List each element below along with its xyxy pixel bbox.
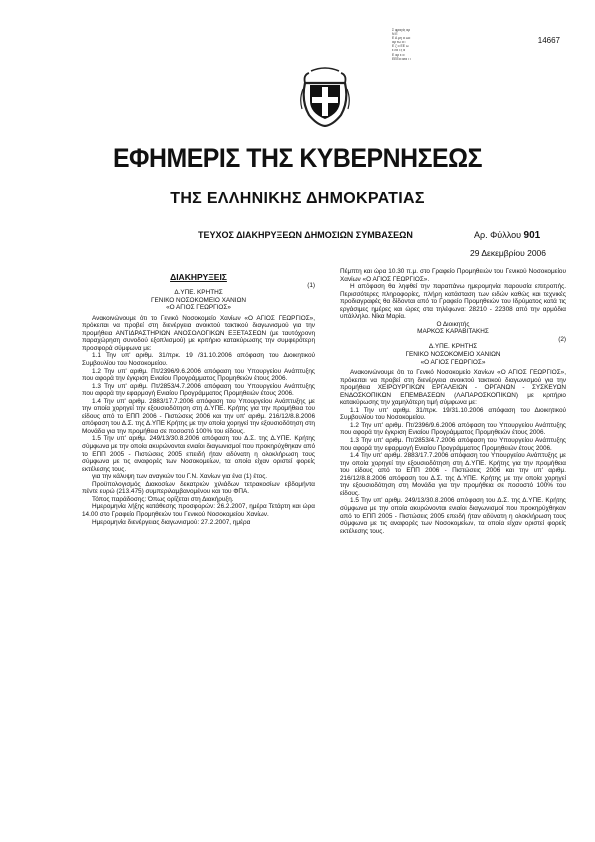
notice-paragraph: Ανακοινώνουμε ότι το Γενικό Νοσοκομείο Χανίων «Ο ΑΓΙΟΣ ΓΕΩΡΓΙΟΣ», πρόκειται να προβεί στη διενέργεια ανοικτού τακτικού διαγωνισμού για την προμήθεια ΑΝΤΙΔΡΑΣΤΗΡΙΩΝ ΑΝΟΣΟΛΟΓΙΚΩΝ ΕΞΕΤΑΣΕΩΝ (με ταυτόχρονη παραχώρηση συνοδού εξοπλισμού) με κριτήριο κατακύρωσης την συμφερότερη προσφορά σύμφωνα με: — [82, 314, 315, 352]
notice-paragraph: 1.2 Την υπ' αριθμ. Πτ/2396/9.6.2006 απόφαση του Υπουργείου Ανάπτυξης που αφορά την έγκριση Ενιαίου Προγράμματος Προμηθειών έτους 2006. — [340, 421, 566, 437]
notice-paragraph: Τόπος παράδοσης: Όπως ορίζεται στη Διακήρυξη. — [92, 495, 234, 503]
section-heading: ΔΙΑΚΗΡΥΞΕΙΣ — [170, 272, 227, 282]
notice-paragraph: Προϋπολογισμός Διακοσίων δεκατριών χιλιάδων τετρακοσίων εβδομήντα πέντε ευρώ (213.475) συμπεριλαμβανομένου και του ΦΠΑ. — [82, 480, 315, 496]
sheet-number-value: 901 — [523, 230, 541, 241]
notice-paragraph: 1.2 Την υπ' αριθμ. Πτ/2396/9.6.2006 απόφαση του Υπουργείου Ανάπτυξης που αφορά την έγκριση Ενιαίου Προγράμματος Προμηθειών έτους 2006. — [82, 367, 315, 383]
notice-header-line: «Ο ΑΓΙΟΣ ΓΕΩΡΓΙΟΣ» — [420, 358, 486, 366]
notice-paragraph: 1.1 Την υπ' αριθμ. 31/πρκ. 19/31.10.2006 απόφαση του Διοικητικού Συμβουλίου του Νοσοκομείου. — [340, 406, 566, 422]
right-column — [340, 268, 566, 535]
sheet-label: Αρ. Φύλλου — [474, 230, 522, 240]
issue-date: 29 Δεκεμβρίου 2006 — [470, 248, 547, 258]
notice-paragraph: 1.1 Την υπ' αριθμ. 31/πρκ. 19 /31.10.2006 απόφαση του Διοικητικού Συμβουλίου του Νοσοκομείου. — [82, 352, 315, 368]
notice-paragraph: Ημερομηνία λήξης κατάθεσης προσφορών: 26.2.2007, ημέρα Τετάρτη και ώρα 14.00 στο Γραφείο Προμηθειών του Γενικού Νοσοκομείου Χανίων. — [82, 503, 315, 518]
notice-paragraph: για την κάλυψη των αναγκών του Γ.Ν. Χανίων για ένα (1) έτος. — [92, 473, 268, 481]
notice-paragraph: Ανακοινώνουμε ότι το Γενικό Νοσοκομείο Χανίων «Ο ΑΓΙΟΣ ΓΕΩΡΓΙΟΣ», πρόκειται να προβεί στη διενέργεια ανοικτού τακτικού διαγωνισμού για την προμήθεια ΧΕΙΡΟΥΡΓΙΚΩΝ ΕΡΓΑΛΕΙΩΝ - ΟΡΓΑΝΩΝ - ΣΥΣΚΕΥΩΝ ΕΝΔΟΣΚΟΠΙΚΩΝ ΕΠΕΜΒΑΣΕΩΝ (ΛΑΠΑΡΟΣΚΟΠΙΚΩΝ) με κριτήριο κατακύρωσης την χαμηλότερη τιμή σύμφωνα με: — [340, 369, 566, 407]
page-number: 14667 — [537, 36, 560, 45]
printer-note-line: ΕΕΕα αεα ι ι — [392, 56, 411, 61]
gazette-subtitle: ΤΗΣ ΕΛΛΗΝΙΚΗΣ ΔΗΜΟΚΡΑΤΙΑΣ — [170, 190, 425, 207]
sheet-number — [474, 230, 540, 241]
printer-note-line: ε εα ι ς α — [392, 48, 406, 53]
notice-paragraph: Πέμπτη και ώρα 10.30 π.μ. στο Γραφείο Προμηθειών του Γενικού Νοσοκομείου Χανίων «Ο ΑΓΙΟΣ ΓΕΩΡΓΙΟΣ». — [340, 268, 566, 283]
signature-title: Ο Διοικητής — [436, 320, 470, 328]
notice-header-line: Δ.ΥΠΕ. ΚΡΗΤΗΣ — [174, 289, 223, 297]
notice-paragraph: 1.3 Την υπ' αριθμ. Πτ/2853/4.7.2006 απόφαση του Υπουργείου Ανάπτυξης που αφορά την εφαρμογή Ενιαίου Προγράμματος Προμηθειών έτους 2006. — [340, 437, 566, 452]
greek-coat-of-arms-icon — [299, 65, 351, 127]
printer-note — [392, 28, 462, 61]
signature-name: ΜΑΡΚΟΣ ΚΑΡΑΒΙΤΑΚΗΣ — [417, 328, 489, 336]
notice-paragraph: 1.3 Την υπ' αριθμ. Πτ/2853/4.7.2006 απόφαση του Υπουργείου Ανάπτυξης που αφορά την εφαρμογή Ενιαίου Προγράμματος Προμηθειών έτους 2006. — [82, 382, 315, 398]
notice-header-line: ΓΕΝΙΚΟ ΝΟΣΟΚΟΜΕΙΟ ΧΑΝΙΩΝ — [151, 296, 246, 304]
notice-number: (2) — [558, 335, 566, 343]
gazette-title: ΕΦΗΜΕΡΙΣ ΤΗΣ ΚΥΒΕΡΝΗΣΕΩΣ — [112, 143, 483, 173]
notice-header-line: ΓΕΝΙΚΟ ΝΟΣΟΚΟΜΕΙΟ ΧΑΝΙΩΝ — [405, 351, 501, 359]
notice-number: (1) — [307, 281, 315, 289]
notice-paragraph: Ημερομηνία διενέργειας διαγωνισμού: 27.2.2007, ημέρα — [92, 518, 251, 526]
left-column — [82, 274, 315, 526]
printer-note-line: Ν Ε — [392, 32, 398, 37]
notice-paragraph: Η απόφαση θα ληφθεί την παραπάνω ημερομηνία παρουσία επιτροπής. Περισσότερες πληροφορίες, πλήρη κατάσταση των ειδών καθώς και τεχνικές προδιαγραφές θα δίδονται από το Γραφείο Προμηθειών του Ιδρύματος κατά τις εργάσιμες ημέρες και ώρες στα τηλέφωνα: 28210 - 22308 από την αρμόδια υπάλληλο. Νίκα Μαρία. — [340, 283, 566, 321]
notice-header-line: Δ.ΥΠΕ. ΚΡΗΤΗΣ — [428, 343, 478, 351]
printer-note-line: Ε ζ ο ΕΕ ω — [392, 44, 409, 49]
printer-note-line: Σ φραγίς αρ — [392, 28, 411, 32]
printer-note-line: Ε αρ ε α — [392, 52, 405, 57]
notice-header-line: «Ο ΑΓΙΟΣ ΓΕΩΡΓΙΟΣ» — [166, 304, 231, 312]
notice-paragraph: 1.5 Την υπ' αριθμ. 249/13/30.8.2006 απόφαση του Δ.Σ. της Δ.ΥΠΕ. Κρήτης σύμφωνα με την οποία ακυρώνονται ενιαίοι διαγωνισμοί που προκηρύχθηκαν από το ΕΠΠ 2005 - Πιστώσεις 2005 επειδή ήταν αδύνατη η ολοκλήρωση τους σύμφωνα με τις αναφορές των Νοσοκομείων, τα οποία είχαν οριστεί φορείς εκτέλεσης τους. — [82, 435, 315, 473]
notice-paragraph: 1.5 Την υπ' αριθμ. 249/13/30.8.2006 απόφαση του Δ.Σ. της Δ.ΥΠΕ. Κρήτης σύμφωνα με την οποία ακυρώνονται ενιαίοι διαγωνισμοί που προκηρύχθηκαν από το ΕΠΠ 2005 - Πιστώσεις 2005 επειδή ήταν αδύνατη η ολοκλήρωση τους σύμφωνα με τις αναφορές των Νοσοκομείων, τα οποία είχαν οριστεί φορείς εκτέλεσης τους. — [340, 497, 566, 535]
printer-note-line: αρ τω α ι — [392, 40, 406, 45]
notice-paragraph: 1.4 Την υπ' αριθμ. 2883/17.7.2006 απόφαση του Υπουργείου Ανάπτυξης με την οποία χορηγεί την εξουσιοδότηση στη Δ.ΥΠΕ. Κρήτης για την προμήθεια του είδους από το ΕΠΠ 2006 - Πιστώσεις 2006 και την υπ' αριθμ. 216/12/8.8.2006 απόφαση του Δ.Σ. της Δ.ΥΠΕ Κρήτης με την οποία χορηγεί την εξουσιοδότηση στη Μονάδα για την προμήθεια σε ποσοστό 100% του είδους. — [82, 397, 315, 435]
issue-type: ΤΕΥΧΟΣ ΔΙΑΚΗΡΥΞΕΩΝ ΔΗΜΟΣΙΩΝ ΣΥΜΒΑΣΕΩΝ — [198, 230, 413, 240]
printer-note-line: Ε Α μη α ωο — [392, 36, 411, 41]
notice-paragraph: 1.4 Την υπ' αριθμ. 2883/17.7.2006 απόφαση του Υπουργείου Ανάπτυξης με την οποία χορηγεί την εξουσιοδότηση στη Δ.ΥΠΕ. Κρήτης για την προμήθεια του είδους από το ΕΠΠ 2006 - Πιστώσεις 2006 και την υπ' αριθμ. 216/12/8.8.2006 απόφαση του Δ.Σ. της Δ.ΥΠΕ. Κρήτης με την οποία χορηγεί την εξουσιοδότηση στη Μονάδα για την προμήθεια σε ποσοστό 100% του είδους. — [340, 452, 566, 497]
